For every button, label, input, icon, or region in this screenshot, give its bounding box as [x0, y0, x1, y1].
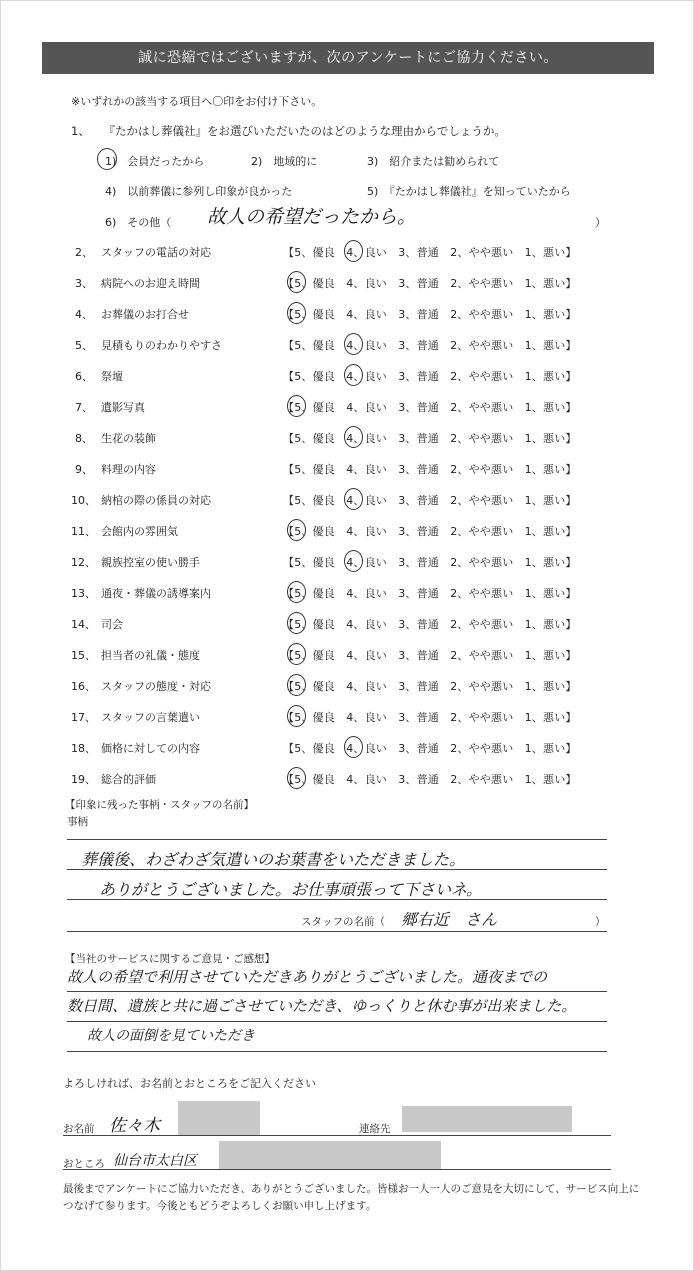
- rating-label: 遺影写真: [101, 401, 145, 414]
- q1-option-5: 5) 『たかはし葬儀社』を知っていたから: [367, 185, 571, 198]
- rating-number: 17、: [71, 711, 96, 724]
- rating-row: [71, 461, 631, 483]
- rating-scale: 【5、優良 4、良い 3、普通 2、やや悪い 1、悪い】: [283, 711, 577, 724]
- selected-circle-mark: [287, 581, 306, 603]
- selected-circle-mark: [287, 612, 306, 634]
- contact-prompt: よろしければ、お名前とおところをご記入ください: [63, 1077, 316, 1090]
- header-banner: 誠に恐縮ではございますが、次のアンケートにご協力ください。: [42, 42, 654, 74]
- q1-option-3: 3) 紹介または勧められて: [367, 155, 500, 168]
- rating-number: 3、: [75, 277, 93, 290]
- rating-number: 2、: [75, 246, 93, 259]
- rating-row: [71, 585, 631, 607]
- name-label: お名前: [63, 1123, 95, 1135]
- rating-row: [71, 647, 631, 669]
- rating-label: 親族控室の使い勝手: [101, 556, 200, 569]
- rating-number: 8、: [75, 432, 93, 445]
- selected-circle-mark: [344, 364, 363, 386]
- rating-scale: 【5、優良 4、良い 3、普通 2、やや悪い 1、悪い】: [283, 773, 577, 786]
- rating-label: 価格に対しての内容: [101, 742, 200, 755]
- rating-scale: 【5、優良 4、良い 3、普通 2、やや悪い 1、悪い】: [283, 556, 577, 569]
- selected-circle-mark: [344, 333, 363, 355]
- rating-number: 4、: [75, 308, 93, 321]
- selected-circle-mark: [97, 148, 117, 170]
- rating-scale: 【5、優良 4、良い 3、普通 2、やや悪い 1、悪い】: [283, 246, 577, 259]
- rating-scale: 【5、優良 4、良い 3、普通 2、やや悪い 1、悪い】: [283, 308, 577, 321]
- rating-scale: 【5、優良 4、良い 3、普通 2、やや悪い 1、悪い】: [283, 277, 577, 290]
- redacted-phone: [402, 1106, 572, 1132]
- q1-option-1: 1) 会員だったから: [105, 155, 205, 168]
- q1-other-handwritten: 故人の希望だったから。: [207, 206, 417, 228]
- writing-line: [67, 991, 607, 992]
- selected-circle-mark: [344, 736, 363, 758]
- rating-row: [71, 275, 631, 297]
- rating-number: 6、: [75, 370, 93, 383]
- rating-label: 料理の内容: [101, 463, 156, 476]
- rating-label: 納棺の際の係員の対応: [101, 494, 211, 507]
- rating-label: 総合的評価: [101, 773, 156, 786]
- rating-number: 9、: [75, 463, 93, 476]
- rating-scale: 【5、優良 4、良い 3、普通 2、やや悪い 1、悪い】: [283, 680, 577, 693]
- rating-scale: 【5、優良 4、良い 3、普通 2、やや悪い 1、悪い】: [283, 401, 577, 414]
- selected-circle-mark: [344, 426, 363, 448]
- writing-line: [67, 931, 607, 932]
- rating-label: スタッフの言葉遣い: [101, 711, 200, 724]
- selected-circle-mark: [344, 488, 363, 510]
- question-1-number: 1、: [71, 124, 90, 138]
- closing-message: 最後までアンケートにご協力いただき、ありがとうございました。皆様お一人一人のご意見を大切にして、サービス向上につなげて参ります。今後ともどうぞよろしくお願い申し上げます。: [63, 1183, 640, 1212]
- q1-option-6-close: ）: [595, 216, 606, 229]
- feedback-line-3: 故人の面倒を見ていただき: [87, 1028, 255, 1044]
- rating-row: [71, 740, 631, 762]
- name-value: 佐々木: [109, 1116, 160, 1136]
- rating-row: [71, 430, 631, 452]
- rating-number: 5、: [75, 339, 93, 352]
- rating-label: 司会: [101, 618, 123, 631]
- rating-label: 見積もりのわかりやすさ: [101, 339, 222, 352]
- selected-circle-mark: [287, 271, 306, 293]
- feedback-heading: 【当社のサービスに関するご意見・ご感想】: [65, 953, 275, 965]
- rating-number: 19、: [71, 773, 96, 786]
- rating-number: 18、: [71, 742, 96, 755]
- rating-row: [71, 554, 631, 576]
- impression-subheading: 事柄: [67, 816, 88, 828]
- rating-label: 生花の装飾: [101, 432, 156, 445]
- writing-line: [67, 1051, 607, 1052]
- question-1-text: 『たかはし葬儀社』をお選びいただいたのはどのような理由からでしょうか。: [103, 124, 506, 138]
- staff-name-close: ）: [595, 916, 606, 928]
- selected-circle-mark: [287, 395, 306, 417]
- q1-option-6: 6) その他（: [105, 216, 172, 229]
- impression-heading: 【印象に残った事柄・スタッフの名前】: [65, 799, 254, 811]
- rating-row: [71, 709, 631, 731]
- rating-scale: 【5、優良 4、良い 3、普通 2、やや悪い 1、悪い】: [283, 525, 577, 538]
- rating-row: [71, 244, 631, 266]
- rating-row: [71, 337, 631, 359]
- address-value: 仙台市太白区: [113, 1153, 197, 1169]
- rating-label: 病院へのお迎え時間: [101, 277, 200, 290]
- writing-line: [67, 869, 607, 870]
- rating-scale: 【5、優良 4、良い 3、普通 2、やや悪い 1、悪い】: [283, 339, 577, 352]
- rating-number: 11、: [71, 525, 96, 538]
- rating-scale: 【5、優良 4、良い 3、普通 2、やや悪い 1、悪い】: [283, 618, 577, 631]
- impression-line-1: 葬儀後、わざわざ気遣いのお葉書をいただきました。: [81, 850, 466, 869]
- rating-number: 10、: [71, 494, 96, 507]
- rating-number: 15、: [71, 649, 96, 662]
- redacted-address: [219, 1141, 441, 1169]
- writing-line: [63, 1135, 611, 1136]
- rating-number: 13、: [71, 587, 96, 600]
- rating-label: スタッフの電話の対応: [101, 246, 211, 259]
- rating-scale: 【5、優良 4、良い 3、普通 2、やや悪い 1、悪い】: [283, 463, 577, 476]
- instruction-note: ※いずれかの該当する項目へ〇印をお付け下さい。: [71, 95, 323, 108]
- q1-option-2: 2) 地域的に: [251, 155, 318, 168]
- rating-scale: 【5、優良 4、良い 3、普通 2、やや悪い 1、悪い】: [283, 494, 577, 507]
- rating-label: 担当者の礼儀・態度: [101, 649, 200, 662]
- rating-row: [71, 616, 631, 638]
- rating-row: [71, 399, 631, 421]
- selected-circle-mark: [344, 550, 363, 572]
- q1-option-4: 4) 以前葬儀に参列し印象が良かった: [105, 185, 293, 198]
- rating-label: お葬儀のお打合せ: [101, 308, 189, 321]
- writing-line: [67, 839, 607, 840]
- writing-line: [67, 1021, 607, 1022]
- rating-row: [71, 771, 631, 793]
- selected-circle-mark: [287, 705, 306, 727]
- staff-name-label: スタッフの名前（: [301, 916, 385, 928]
- feedback-line-1: 故人の希望で利用させていただきありがとうございました。通夜までの: [67, 968, 548, 986]
- rating-row: [71, 368, 631, 390]
- selected-circle-mark: [287, 519, 306, 541]
- selected-circle-mark: [287, 302, 306, 324]
- question-1: [71, 123, 506, 139]
- impression-line-2: ありがとうございました。お仕事頑張って下さいネ。: [99, 880, 483, 899]
- rating-scale: 【5、優良 4、良い 3、普通 2、やや悪い 1、悪い】: [283, 587, 577, 600]
- rating-scale: 【5、優良 4、良い 3、普通 2、やや悪い 1、悪い】: [283, 649, 577, 662]
- rating-label: スタッフの態度・対応: [101, 680, 211, 693]
- rating-label: 通夜・葬儀の誘導案内: [101, 587, 211, 600]
- selected-circle-mark: [287, 643, 306, 665]
- rating-number: 7、: [75, 401, 93, 414]
- phone-label: 連絡先: [359, 1123, 391, 1135]
- rating-number: 14、: [71, 618, 96, 631]
- rating-number: 12、: [71, 556, 96, 569]
- rating-scale: 【5、優良 4、良い 3、普通 2、やや悪い 1、悪い】: [283, 432, 577, 445]
- selected-circle-mark: [287, 767, 306, 789]
- redacted-name: [178, 1101, 260, 1135]
- staff-name-value: 郷右近 さん: [401, 910, 498, 929]
- rating-label: 祭壇: [101, 370, 123, 383]
- rating-row: [71, 523, 631, 545]
- writing-line: [63, 1169, 611, 1170]
- writing-line: [67, 899, 607, 900]
- rating-number: 16、: [71, 680, 96, 693]
- rating-row: [71, 306, 631, 328]
- rating-row: [71, 678, 631, 700]
- rating-label: 会館内の雰囲気: [101, 525, 178, 538]
- rating-row: [71, 492, 631, 514]
- rating-scale: 【5、優良 4、良い 3、普通 2、やや悪い 1、悪い】: [283, 370, 577, 383]
- rating-scale: 【5、優良 4、良い 3、普通 2、やや悪い 1、悪い】: [283, 742, 577, 755]
- selected-circle-mark: [287, 674, 306, 696]
- selected-circle-mark: [344, 240, 363, 262]
- feedback-line-2: 数日間、遺族と共に過ごさせていただき、ゆっくりと休む事が出来ました。: [67, 997, 577, 1015]
- address-label: おところ: [63, 1158, 105, 1170]
